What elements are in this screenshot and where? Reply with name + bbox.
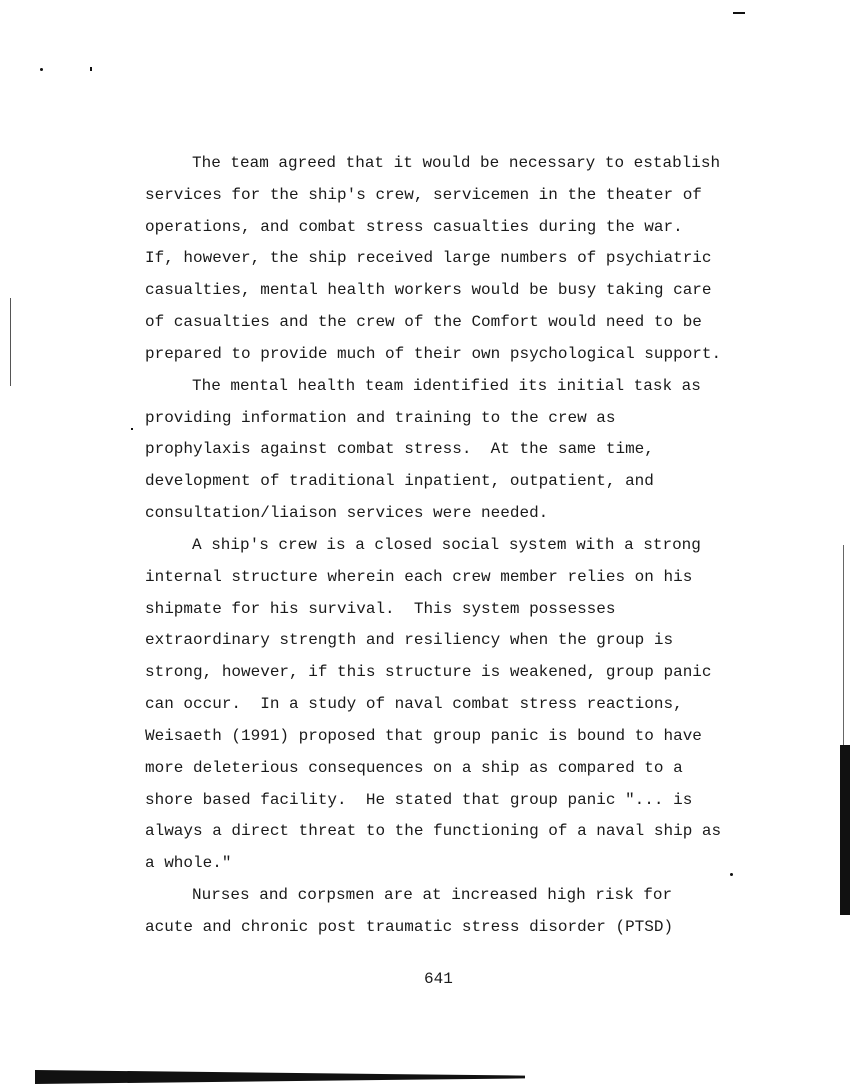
text-line: shipmate for his survival. This system possesses xyxy=(145,599,616,618)
text-line: more deleterious consequences on a ship as compared to a xyxy=(145,758,683,777)
text-line: extraordinary strength and resiliency when the group is xyxy=(145,631,674,650)
text-line: casualties, mental health workers would be busy taking care xyxy=(145,281,712,300)
scan-artifact-dot xyxy=(40,68,43,71)
text-line: a whole." xyxy=(145,854,232,873)
text-line: acute and chronic post traumatic stress disorder (PTSD) xyxy=(145,917,674,936)
text-line: development of traditional inpatient, outpatient, and xyxy=(145,472,654,491)
body-text xyxy=(145,148,721,944)
scan-artifact-left-line xyxy=(10,298,11,386)
text-line: A ship's crew is a closed social system with a strong xyxy=(192,535,701,554)
text-line: The team agreed that it would be necessary to establish xyxy=(192,154,721,172)
scan-artifact-top-dash xyxy=(733,12,745,14)
text-line: of casualties and the crew of the Comfort would need to be xyxy=(145,313,702,332)
text-line: If, however, the ship received large numbers of psychiatric xyxy=(145,249,712,268)
text-line: internal structure wherein each crew member relies on his xyxy=(145,567,693,586)
text-line: prepared to provide much of their own psychological support. xyxy=(145,344,722,363)
scan-artifact-right-bar xyxy=(840,745,850,915)
text-line: The mental health team identified its initial task as xyxy=(192,376,701,395)
text-line: Weisaeth (1991) proposed that group panic is bound to have xyxy=(145,726,702,745)
scan-artifact-bottom-bar xyxy=(35,1070,525,1084)
text-line: services for the ship's crew, servicemen in the theater of xyxy=(145,185,702,204)
text-line: prophylaxis against combat stress. At the same time, xyxy=(145,440,654,459)
text-line: shore based facility. He stated that group panic "... is xyxy=(145,790,693,809)
text-line: can occur. In a study of naval combat stress reactions, xyxy=(145,695,683,714)
text-line: consultation/liaison services were needed. xyxy=(145,504,549,523)
scan-artifact-dot xyxy=(90,67,92,71)
scan-artifact-dot xyxy=(730,873,733,876)
text-line: operations, and combat stress casualties during the war. xyxy=(145,217,683,236)
text-line: strong, however, if this structure is weakened, group panic xyxy=(145,663,712,682)
page-number: 641 xyxy=(424,970,453,988)
text-line: always a direct threat to the functioning of a naval ship as xyxy=(145,822,722,841)
scan-artifact-dot xyxy=(131,428,133,430)
text-line: providing information and training to the crew as xyxy=(145,408,616,427)
text-line: Nurses and corpsmen are at increased high risk for xyxy=(192,886,673,905)
scan-artifact-right-line xyxy=(843,545,844,745)
